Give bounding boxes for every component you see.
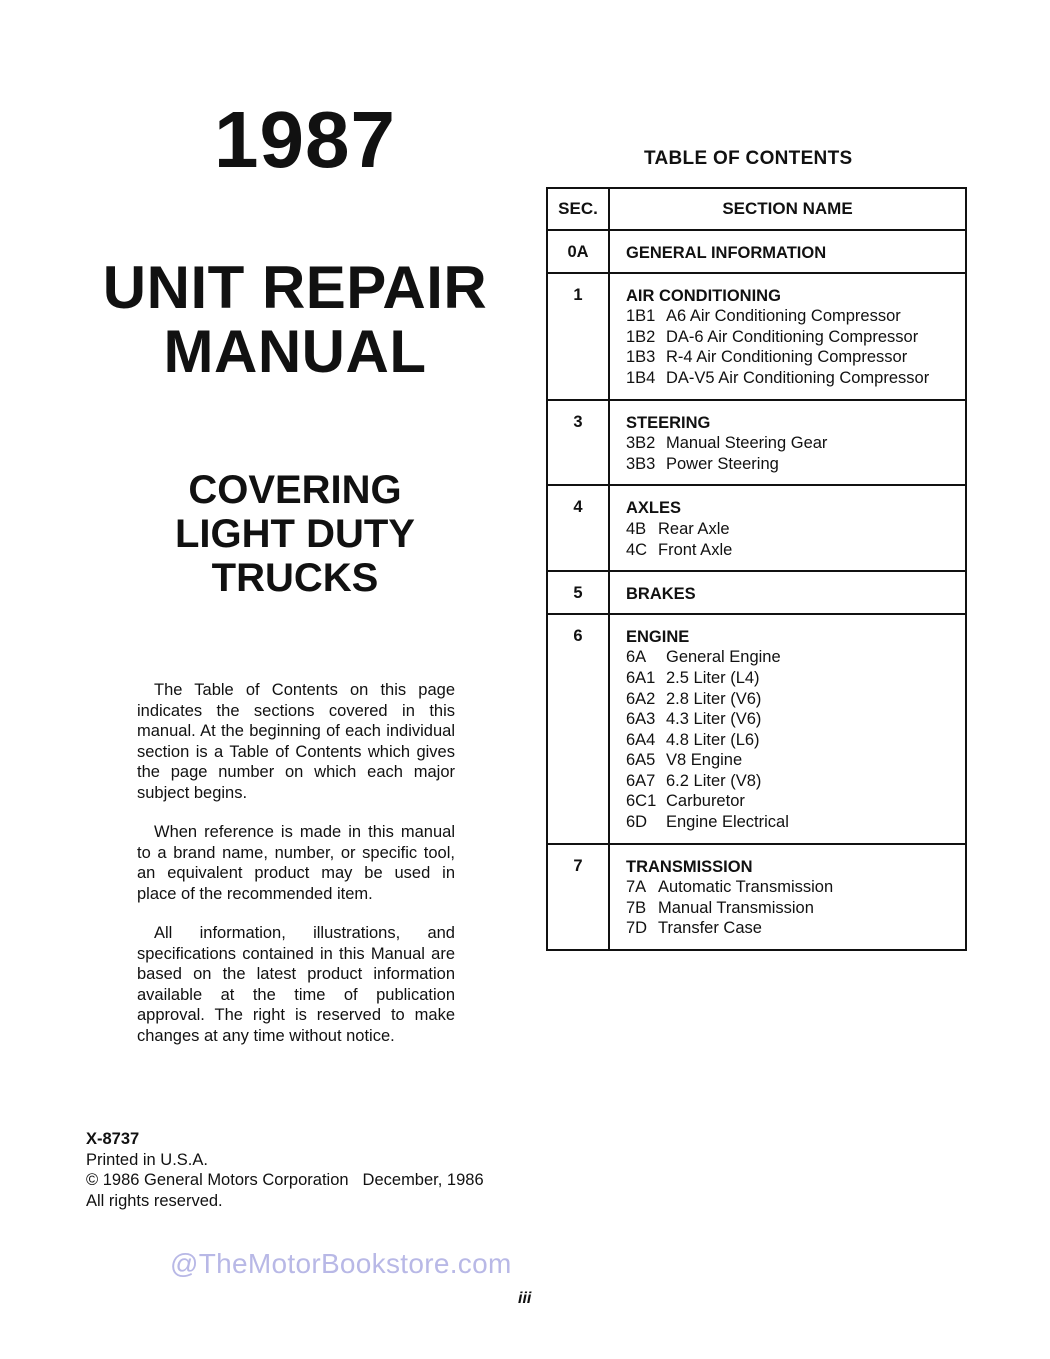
intro-paragraph: The Table of Contents on this page indicates the sections covered in this manual. At the beginning of each individual section is a Table of Contents which gives the page number on which each major subject begins. — [137, 681, 455, 802]
section-heading: AXLES — [626, 499, 682, 518]
section-heading: AIR CONDITIONING — [626, 286, 781, 305]
section-number: 4 — [547, 485, 609, 571]
title-line-2: MANUAL — [163, 318, 427, 385]
subsection-item: 1B4 DA-V5 Air Conditioning Compressor — [626, 368, 930, 387]
subsection-item: 7D Transfer Case — [626, 919, 762, 938]
section-heading: TRANSMISSION — [626, 857, 753, 876]
toc-row — [547, 614, 966, 844]
subsection-item: 3B3 Power Steering — [626, 454, 779, 473]
section-name-column-header: SECTION NAME — [609, 188, 966, 230]
section-heading: ENGINE — [626, 627, 690, 646]
rights-reserved: All rights reserved. — [86, 1191, 223, 1210]
copyright: © 1986 General Motors Corporation — [86, 1171, 349, 1189]
subsection-item: 3B2 Manual Steering Gear — [626, 434, 828, 453]
section-number: 5 — [547, 571, 609, 614]
manual-title — [80, 256, 510, 384]
subtitle-line-2: LIGHT DUTY — [175, 512, 415, 556]
copyright-line — [86, 1170, 484, 1191]
watermark: @TheMotorBookstore.com — [170, 1248, 512, 1279]
cover-year: 1987 — [214, 95, 396, 184]
section-heading: BRAKES — [626, 585, 696, 604]
intro-text — [137, 680, 455, 1065]
toc-title: TABLE OF CONTENTS — [644, 148, 853, 169]
toc-row — [547, 844, 966, 950]
section-number: 7 — [547, 844, 609, 950]
subsection-item: 4B Rear Axle — [626, 519, 730, 538]
toc-header-row — [547, 188, 966, 230]
sec-column-header: SEC. — [547, 188, 609, 230]
subtitle-line-1: COVERING — [188, 468, 402, 512]
publication-date: December, 1986 — [362, 1171, 484, 1189]
subsection-item: 6A4 4.8 Liter (L6) — [626, 730, 760, 749]
subsection-item: 6A7 6.2 Liter (V8) — [626, 771, 762, 790]
subsection-item: 6C1 Carburetor — [626, 792, 745, 811]
page-number: iii — [518, 1290, 532, 1307]
publication-footer — [86, 1129, 484, 1211]
section-heading: STEERING — [626, 413, 711, 432]
toc-row — [547, 230, 966, 273]
section-heading: GENERAL INFORMATION — [626, 244, 827, 262]
toc-row — [547, 571, 966, 614]
title-line-1: UNIT REPAIR — [102, 254, 488, 321]
section-number: 1 — [547, 273, 609, 400]
toc-row — [547, 485, 966, 571]
subsection-item: 4C Front Axle — [626, 540, 733, 559]
subtitle-line-3: TRUCKS — [211, 556, 379, 600]
subsection-item: 6A General Engine — [626, 648, 781, 667]
subsection-item: 7B Manual Transmission — [626, 898, 814, 917]
subsection-item: 6A1 2.5 Liter (L4) — [626, 668, 760, 687]
publication-code: X-8737 — [86, 1130, 140, 1148]
subsection-item: 7A Automatic Transmission — [626, 878, 834, 897]
subsection-item: 6A3 4.3 Liter (V6) — [626, 710, 762, 729]
subsection-item: 1B2 DA-6 Air Conditioning Compressor — [626, 327, 919, 346]
intro-paragraph: All information, illustrations, and specifications contained in this Manual are based on the latest product information available at the time of publication approval. The right is reserved to make changes at any time without notice. — [137, 924, 455, 1045]
manual-subtitle — [130, 468, 460, 600]
table-of-contents — [546, 187, 967, 951]
intro-paragraph: When reference is made in this manual to a brand name, number, or specific tool, an equivalent product may be used in place of the recommended item. — [137, 823, 455, 903]
section-number: 3 — [547, 400, 609, 486]
section-number: 0A — [547, 230, 609, 273]
printed-in: Printed in U.S.A. — [86, 1150, 208, 1169]
toc-row — [547, 400, 966, 486]
subsection-item: 6A2 2.8 Liter (V6) — [626, 689, 762, 708]
subsection-item: 6D Engine Electrical — [626, 813, 789, 832]
toc-row — [547, 273, 966, 400]
subsection-item: 1B3 R-4 Air Conditioning Compressor — [626, 348, 908, 367]
subsection-item: 1B1 A6 Air Conditioning Compressor — [626, 307, 901, 326]
subsection-item: 6A5 V8 Engine — [626, 751, 743, 770]
section-number: 6 — [547, 614, 609, 844]
